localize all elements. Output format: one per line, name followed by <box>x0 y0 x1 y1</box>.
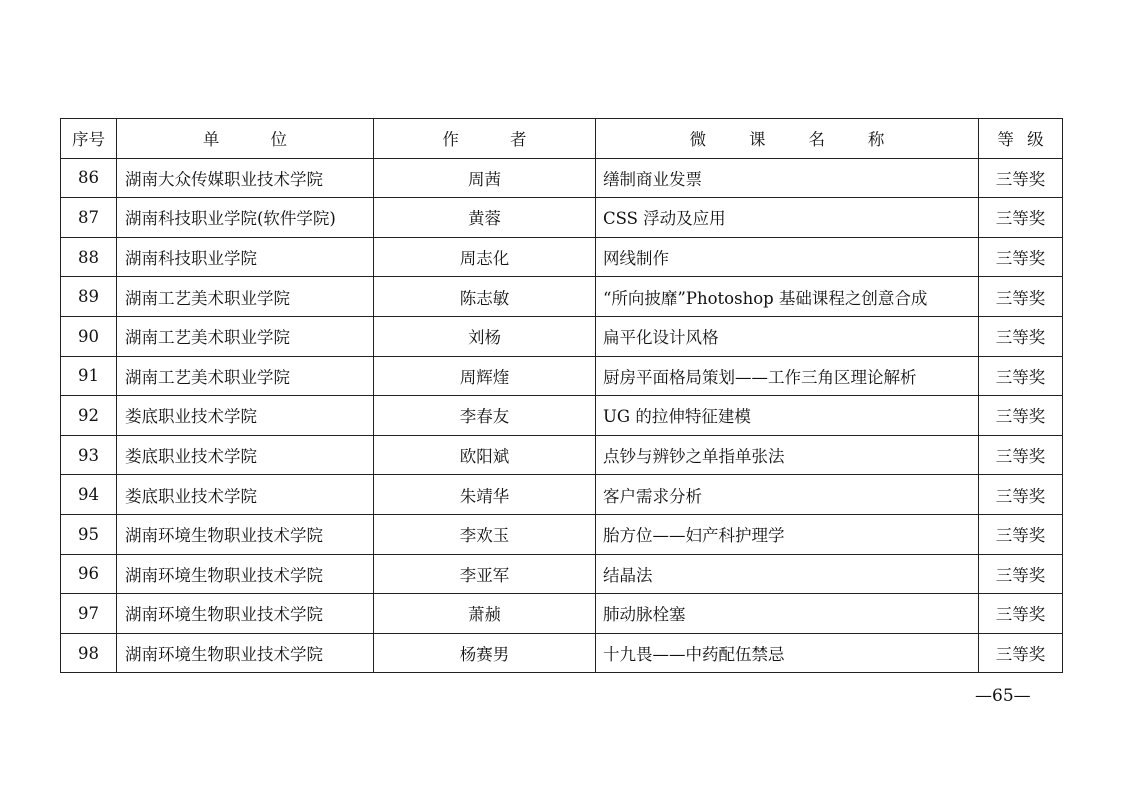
cell-no: 92 <box>61 396 117 436</box>
cell-course-name: 扁平化设计风格 <box>596 316 979 356</box>
cell-course-name: 缮制商业发票 <box>596 158 979 198</box>
cell-author: 周辉煃 <box>374 356 596 396</box>
cell-unit: 湖南科技职业学院 <box>117 237 374 277</box>
cell-level: 三等奖 <box>979 554 1063 594</box>
cell-unit: 湖南环境生物职业技术学院 <box>117 514 374 554</box>
cell-course-name: 点钞与辨钞之单指单张法 <box>596 435 979 475</box>
cell-course-name: 胎方位——妇产科护理学 <box>596 514 979 554</box>
cell-unit: 湖南大众传媒职业技术学院 <box>117 158 374 198</box>
cell-author: 黄蓉 <box>374 198 596 238</box>
header-no: 序号 <box>61 119 117 159</box>
page-number: —65— <box>975 686 1031 706</box>
cell-author: 李欢玉 <box>374 514 596 554</box>
cell-level: 三等奖 <box>979 475 1063 515</box>
header-author: 作者 <box>374 119 596 159</box>
cell-no: 86 <box>61 158 117 198</box>
table-row <box>61 435 1063 475</box>
cell-author: 李亚军 <box>374 554 596 594</box>
cell-author: 周茜 <box>374 158 596 198</box>
table-row <box>61 514 1063 554</box>
cell-level: 三等奖 <box>979 594 1063 634</box>
cell-unit: 娄底职业技术学院 <box>117 396 374 436</box>
cell-no: 88 <box>61 237 117 277</box>
table-body <box>61 158 1063 673</box>
awards-table <box>60 118 1063 673</box>
cell-no: 93 <box>61 435 117 475</box>
cell-author: 杨赛男 <box>374 633 596 673</box>
cell-course-name: 客户需求分析 <box>596 475 979 515</box>
table-row <box>61 475 1063 515</box>
header-unit: 单位 <box>117 119 374 159</box>
cell-unit: 湖南工艺美术职业学院 <box>117 277 374 317</box>
cell-course-name: 结晶法 <box>596 554 979 594</box>
cell-course-name: “所向披靡”Photoshop 基础课程之创意合成 <box>596 277 979 317</box>
table-row <box>61 198 1063 238</box>
cell-author: 朱靖华 <box>374 475 596 515</box>
cell-unit: 娄底职业技术学院 <box>117 435 374 475</box>
cell-unit: 湖南科技职业学院(软件学院) <box>117 198 374 238</box>
table-row <box>61 277 1063 317</box>
cell-level: 三等奖 <box>979 277 1063 317</box>
cell-author: 李春友 <box>374 396 596 436</box>
cell-unit: 湖南环境生物职业技术学院 <box>117 554 374 594</box>
cell-unit: 湖南环境生物职业技术学院 <box>117 594 374 634</box>
table-header <box>61 119 1063 159</box>
cell-author: 周志化 <box>374 237 596 277</box>
table-row <box>61 316 1063 356</box>
cell-unit: 湖南工艺美术职业学院 <box>117 356 374 396</box>
table-row <box>61 237 1063 277</box>
cell-no: 87 <box>61 198 117 238</box>
cell-level: 三等奖 <box>979 158 1063 198</box>
cell-level: 三等奖 <box>979 356 1063 396</box>
table-row <box>61 396 1063 436</box>
cell-author: 陈志敏 <box>374 277 596 317</box>
cell-level: 三等奖 <box>979 514 1063 554</box>
cell-course-name: 肺动脉栓塞 <box>596 594 979 634</box>
cell-unit: 娄底职业技术学院 <box>117 475 374 515</box>
cell-course-name: UG 的拉伸特征建模 <box>596 396 979 436</box>
cell-level: 三等奖 <box>979 198 1063 238</box>
cell-course-name: 十九畏——中药配伍禁忌 <box>596 633 979 673</box>
cell-level: 三等奖 <box>979 633 1063 673</box>
cell-no: 94 <box>61 475 117 515</box>
header-level: 等级 <box>979 119 1063 159</box>
cell-no: 91 <box>61 356 117 396</box>
cell-course-name: 网线制作 <box>596 237 979 277</box>
cell-no: 97 <box>61 594 117 634</box>
cell-course-name: 厨房平面格局策划——工作三角区理论解析 <box>596 356 979 396</box>
cell-level: 三等奖 <box>979 396 1063 436</box>
cell-author: 刘杨 <box>374 316 596 356</box>
cell-no: 95 <box>61 514 117 554</box>
table-row <box>61 554 1063 594</box>
header-row <box>61 119 1063 159</box>
cell-no: 90 <box>61 316 117 356</box>
cell-course-name: CSS 浮动及应用 <box>596 198 979 238</box>
cell-no: 89 <box>61 277 117 317</box>
cell-no: 98 <box>61 633 117 673</box>
cell-unit: 湖南工艺美术职业学院 <box>117 316 374 356</box>
cell-unit: 湖南环境生物职业技术学院 <box>117 633 374 673</box>
cell-no: 96 <box>61 554 117 594</box>
cell-author: 欧阳斌 <box>374 435 596 475</box>
cell-author: 萧赪 <box>374 594 596 634</box>
cell-level: 三等奖 <box>979 316 1063 356</box>
table-row <box>61 633 1063 673</box>
table-row <box>61 158 1063 198</box>
table-row <box>61 356 1063 396</box>
table-row <box>61 594 1063 634</box>
cell-level: 三等奖 <box>979 237 1063 277</box>
cell-level: 三等奖 <box>979 435 1063 475</box>
header-course: 微课名称 <box>596 119 979 159</box>
